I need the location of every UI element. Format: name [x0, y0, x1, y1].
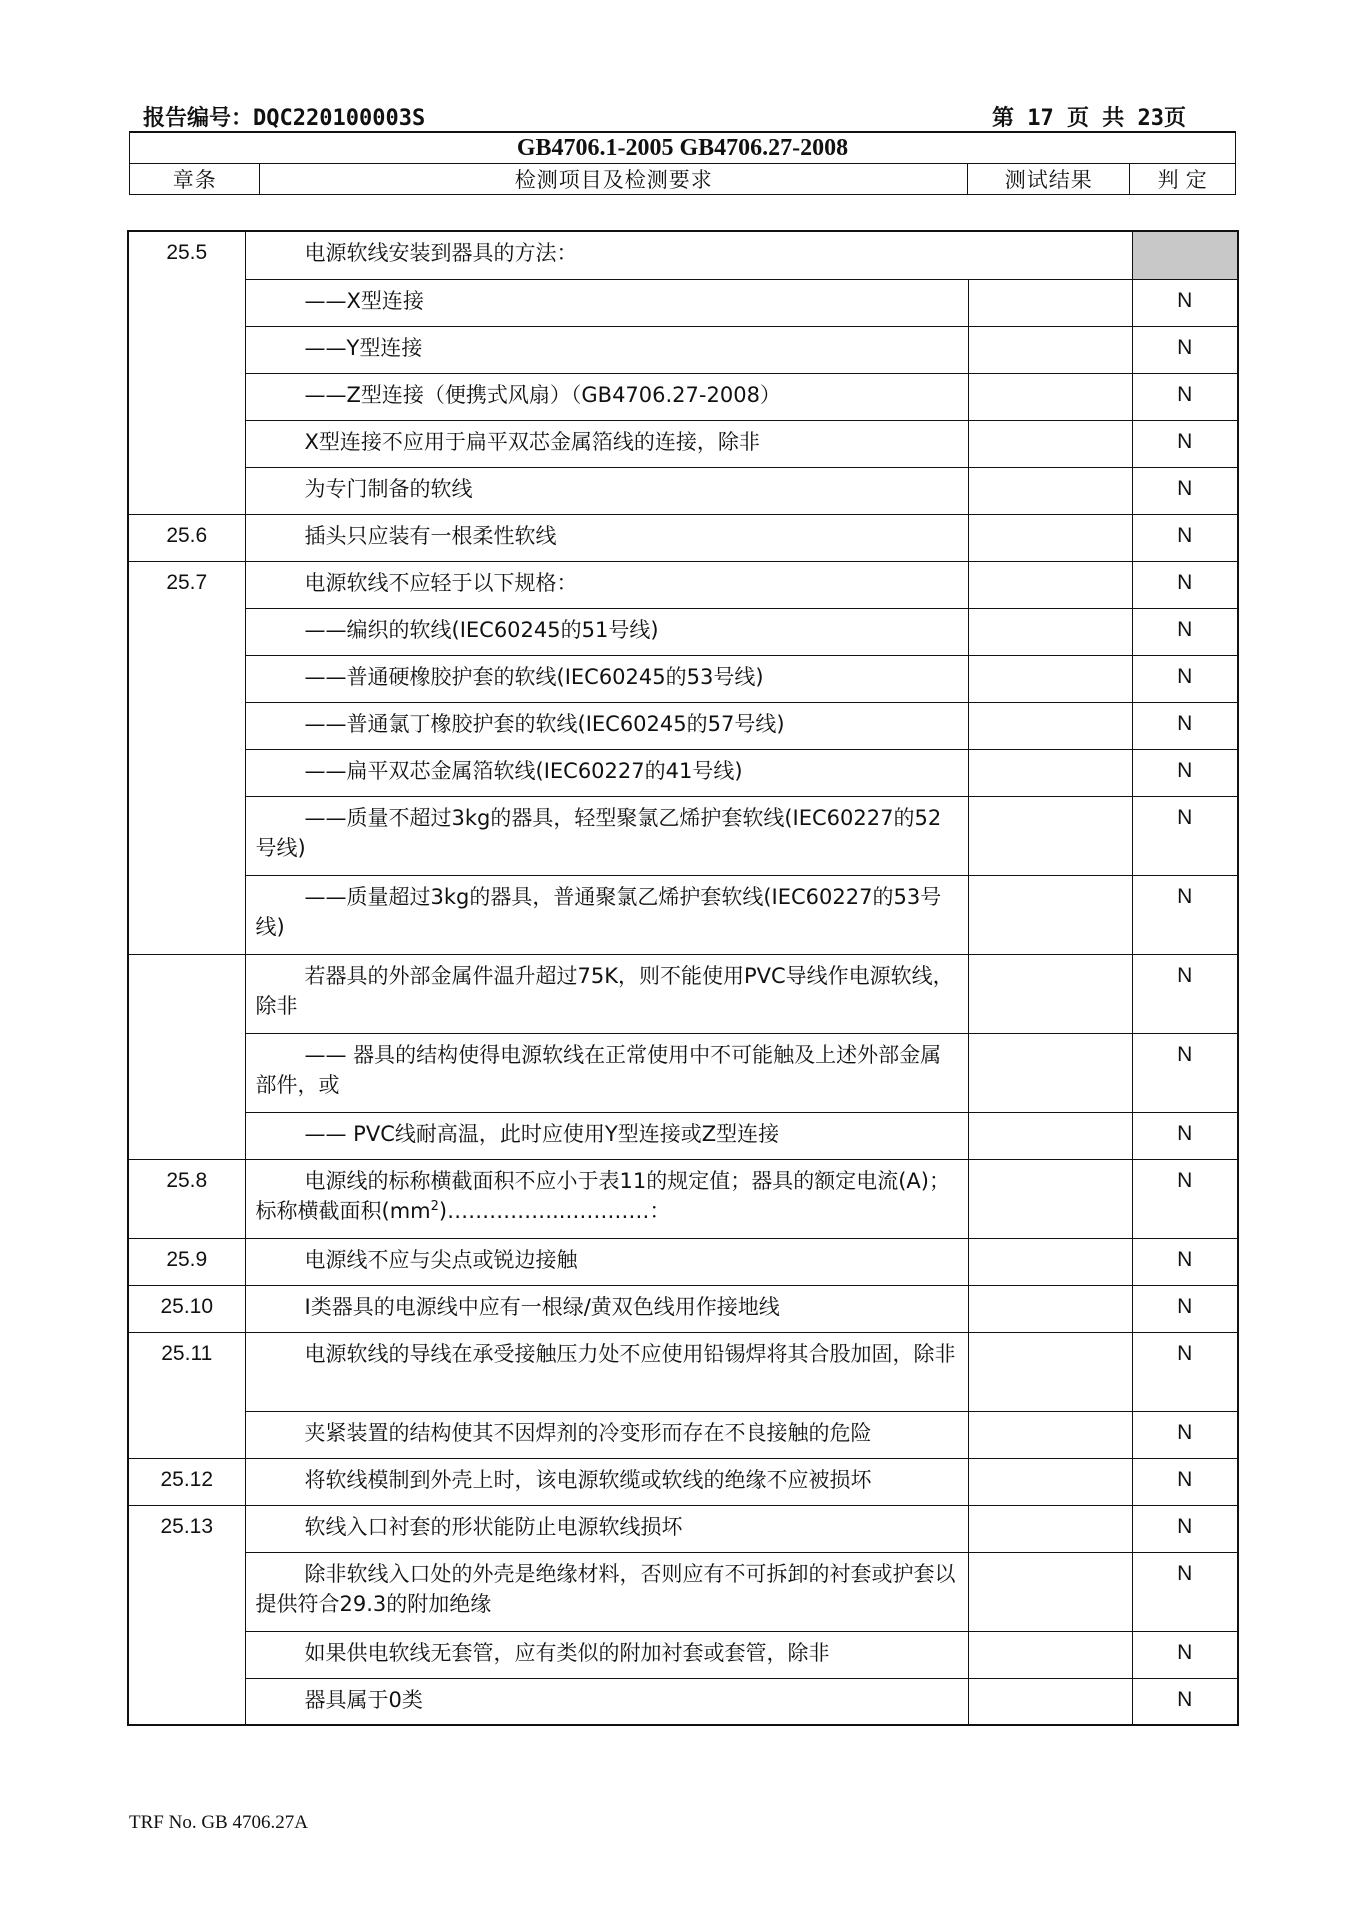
standards-title: GB4706.1-2005 GB4706.27-2008 [130, 132, 1236, 164]
result-cell [968, 1238, 1132, 1285]
col-item-header: 检测项目及检测要求 [260, 164, 968, 195]
result-cell [968, 749, 1132, 796]
table-row [128, 1238, 1238, 1285]
verdict-cell: N [1132, 875, 1238, 954]
item-text: ——普通硬橡胶护套的软线(IEC60245的53号线) [245, 655, 968, 702]
verdict-cell: N [1132, 1238, 1238, 1285]
col-clause-header: 章条 [130, 164, 260, 195]
table-row [128, 326, 1238, 373]
item-text: ——扁平双芯金属箔软线(IEC60227的41号线) [245, 749, 968, 796]
table-row [128, 749, 1238, 796]
result-cell [968, 1458, 1132, 1505]
table-row [128, 514, 1238, 561]
page-header [143, 101, 1186, 131]
verdict-cell: N [1132, 796, 1238, 875]
result-cell [968, 655, 1132, 702]
item-text: ——质量不超过3kg的器具，轻型聚氯乙烯护套软线(IEC60227的52号线) [245, 796, 968, 875]
table-row [128, 1411, 1238, 1458]
item-text: 电源软线不应轻于以下规格： [245, 561, 968, 608]
item-text: 如果供电软线无套管，应有类似的附加衬套或套管，除非 [245, 1631, 968, 1678]
verdict-cell: N [1132, 1332, 1238, 1411]
verdict-cell [1132, 231, 1238, 279]
result-cell [968, 1332, 1132, 1411]
clause-number: 25.13 [128, 1505, 245, 1725]
result-cell [968, 467, 1132, 514]
clause-number: 25.12 [128, 1458, 245, 1505]
page-number: 第 17 页 共 23页 [992, 106, 1186, 131]
item-text: 电源软线的导线在承受接触压力处不应使用铅锡焊将其合股加固，除非 [245, 1332, 968, 1411]
result-cell [968, 1631, 1132, 1678]
item-text: 夹紧装置的结构使其不因焊剂的冷变形而存在不良接触的危险 [245, 1411, 968, 1458]
result-cell [968, 954, 1132, 1033]
result-cell [968, 875, 1132, 954]
item-text: ——编织的软线(IEC60245的51号线) [245, 608, 968, 655]
clause-number: 25.7 [128, 561, 245, 954]
verdict-cell: N [1132, 655, 1238, 702]
verdict-cell: N [1132, 326, 1238, 373]
table-row [128, 875, 1238, 954]
verdict-cell: N [1132, 467, 1238, 514]
item-text: 电源线的标称横截面积不应小于表11的规定值；器具的额定电流(A)；标称横截面积$(mm^2)\dots\dots\dots\dots\dots..\dots\dots\dots\dots$： [245, 1159, 968, 1238]
item-text: ——X型连接 [245, 279, 968, 326]
result-cell [968, 373, 1132, 420]
item-text: Ⅰ类器具的电源线中应有一根绿/黄双色线用作接地线 [245, 1285, 968, 1332]
table-row [128, 608, 1238, 655]
clause-number: 25.8 [128, 1159, 245, 1238]
result-cell [968, 796, 1132, 875]
verdict-cell: N [1132, 1678, 1238, 1725]
clause-number: 25.9 [128, 1238, 245, 1285]
table-row [128, 1033, 1238, 1112]
item-text: 除非软线入口处的外壳是绝缘材料，否则应有不可拆卸的衬套或护套以提供符合29.3的附加绝缘 [245, 1552, 968, 1631]
result-cell [968, 1033, 1132, 1112]
verdict-cell: N [1132, 561, 1238, 608]
result-cell [968, 420, 1132, 467]
result-cell [968, 608, 1132, 655]
verdict-cell: N [1132, 1159, 1238, 1238]
verdict-cell: N [1132, 1458, 1238, 1505]
result-cell [968, 1411, 1132, 1458]
result-cell [968, 1552, 1132, 1631]
table-row [128, 655, 1238, 702]
item-text: 电源线不应与尖点或锐边接触 [245, 1238, 968, 1285]
table-row [128, 702, 1238, 749]
verdict-cell: N [1132, 1505, 1238, 1552]
table-row [128, 1332, 1238, 1411]
item-text: X型连接不应用于扁平双芯金属箔线的连接，除非 [245, 420, 968, 467]
item-text: —— PVC线耐高温，此时应使用Y型连接或Z型连接 [245, 1112, 968, 1159]
verdict-cell: N [1132, 420, 1238, 467]
verdict-cell: N [1132, 279, 1238, 326]
report-number: 报告编号：DQC220100003S [143, 106, 426, 131]
clause-number: 25.6 [128, 514, 245, 561]
table-row [128, 1505, 1238, 1552]
item-text: 若器具的外部金属件温升超过75K，则不能使用PVC导线作电源软线，除非 [245, 954, 968, 1033]
verdict-cell: N [1132, 514, 1238, 561]
verdict-cell: N [1132, 1631, 1238, 1678]
item-text: ——质量超过3kg的器具，普通聚氯乙烯护套软线(IEC60227的53号线) [245, 875, 968, 954]
verdict-cell: N [1132, 702, 1238, 749]
item-text: —— 器具的结构使得电源软线在正常使用中不可能触及上述外部金属部件，或 [245, 1033, 968, 1112]
verdict-cell: N [1132, 954, 1238, 1033]
header-table [129, 131, 1236, 195]
result-cell [968, 514, 1132, 561]
table-row [128, 1552, 1238, 1631]
table-row [128, 1458, 1238, 1505]
verdict-cell: N [1132, 749, 1238, 796]
item-text: 为专门制备的软线 [245, 467, 968, 514]
result-cell [968, 1678, 1132, 1725]
result-cell [968, 1112, 1132, 1159]
table-row [128, 1159, 1238, 1238]
result-cell [968, 702, 1132, 749]
verdict-cell: N [1132, 1552, 1238, 1631]
table-row [128, 467, 1238, 514]
table-row [128, 796, 1238, 875]
clause-table [127, 230, 1239, 1726]
result-cell [968, 1285, 1132, 1332]
result-cell [968, 1159, 1132, 1238]
table-row [128, 1678, 1238, 1725]
verdict-cell: N [1132, 1033, 1238, 1112]
clause-number: 25.5 [128, 231, 245, 514]
col-verdict-header: 判 定 [1130, 164, 1236, 195]
table-row [128, 420, 1238, 467]
verdict-cell: N [1132, 373, 1238, 420]
table-row [128, 1112, 1238, 1159]
result-cell [968, 326, 1132, 373]
verdict-cell: N [1132, 1411, 1238, 1458]
table-row [128, 231, 1238, 279]
table-row [128, 954, 1238, 1033]
result-cell [968, 279, 1132, 326]
item-text: 软线入口衬套的形状能防止电源软线损坏 [245, 1505, 968, 1552]
table-row [128, 1631, 1238, 1678]
item-text: ——Y型连接 [245, 326, 968, 373]
table-row [128, 373, 1238, 420]
item-text: ——普通氯丁橡胶护套的软线(IEC60245的57号线) [245, 702, 968, 749]
table-row [128, 279, 1238, 326]
table-row [128, 561, 1238, 608]
result-cell [968, 561, 1132, 608]
verdict-cell: N [1132, 1112, 1238, 1159]
clause-number: 25.11 [128, 1332, 245, 1458]
item-text: 插头只应装有一根柔性软线 [245, 514, 968, 561]
verdict-cell: N [1132, 608, 1238, 655]
clause-number: 25.10 [128, 1285, 245, 1332]
item-text: 电源软线安装到器具的方法： [245, 231, 1132, 279]
item-text: 器具属于0类 [245, 1678, 968, 1725]
table-row [128, 1285, 1238, 1332]
verdict-cell: N [1132, 1285, 1238, 1332]
col-result-header: 测试结果 [968, 164, 1130, 195]
clause-number [128, 954, 245, 1159]
result-cell [968, 1505, 1132, 1552]
item-text: ——Z型连接（便携式风扇）（GB4706.27-2008） [245, 373, 968, 420]
footer-trf: TRF No. GB 4706.27A [129, 1812, 308, 1833]
item-text: 将软线模制到外壳上时，该电源软缆或软线的绝缘不应被损坏 [245, 1458, 968, 1505]
